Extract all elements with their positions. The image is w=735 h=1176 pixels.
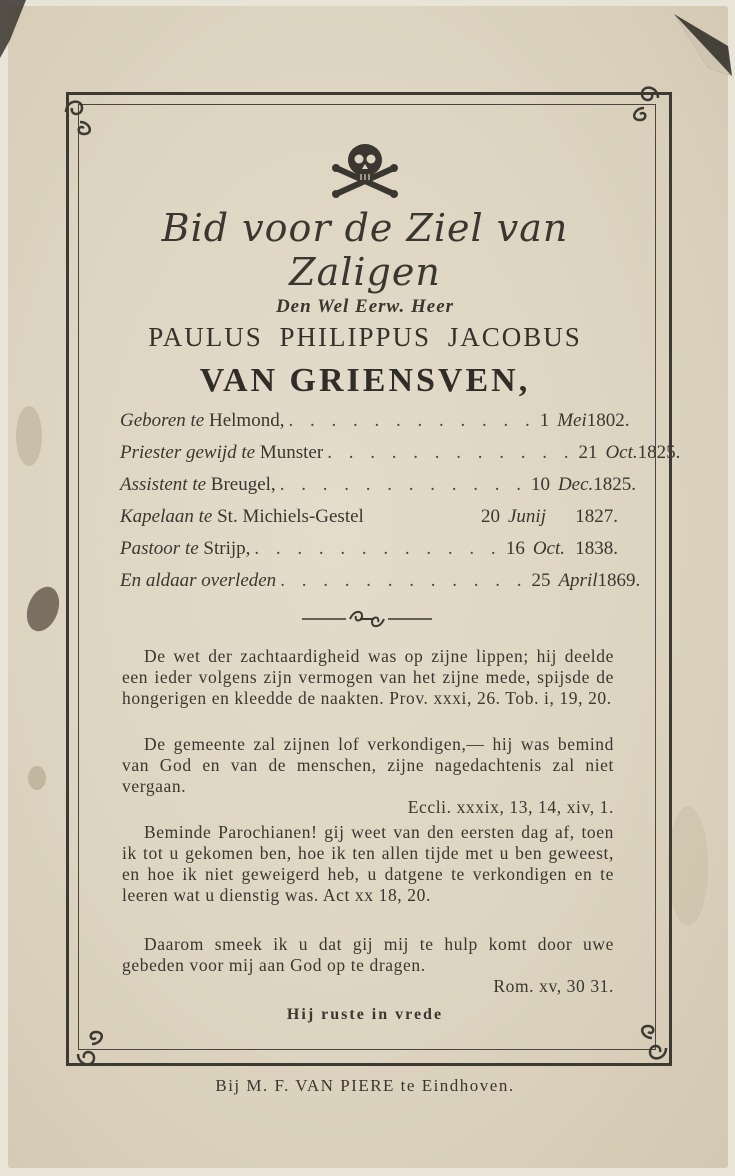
career-month: Junij bbox=[508, 506, 546, 527]
career-place: Breugel, bbox=[210, 474, 276, 495]
leader-dots: . . . . . . . . . . . . bbox=[288, 410, 536, 431]
career-row bbox=[120, 570, 641, 602]
career-role: Assistent bbox=[120, 474, 188, 495]
scripture-paragraph bbox=[122, 822, 614, 906]
career-role: Geboren bbox=[120, 410, 186, 431]
paragraph-text: De gemeente zal zijnen lof verkondigen,— hij was bemind van God en van de menschen, zijne nagedachtenis zal niet vergaan. bbox=[122, 734, 614, 796]
given-names: PAULUS PHILIPPUS JACOBUS bbox=[148, 322, 582, 352]
leader-dots: . . . . . . . . . . . . bbox=[280, 570, 528, 591]
corner-flourish-icon bbox=[620, 78, 664, 122]
career-month: Oct. bbox=[532, 538, 565, 559]
career-month: April bbox=[558, 570, 598, 591]
career-year: 1802. bbox=[586, 410, 630, 431]
career-role: Priester gewijd bbox=[120, 442, 237, 463]
corner-fold-topleft bbox=[0, 0, 40, 60]
career-row bbox=[120, 474, 637, 506]
corner-fold bbox=[668, 6, 734, 76]
corner-flourish-icon bbox=[628, 1024, 672, 1068]
corner-flourish-icon bbox=[60, 92, 104, 136]
prayer-heading: Bid voor de Ziel van Zaligen bbox=[161, 206, 569, 294]
career-prep: te bbox=[241, 442, 256, 463]
career-month: Mei bbox=[557, 410, 587, 431]
scripture-paragraph bbox=[122, 934, 614, 997]
career-place: Helmond, bbox=[209, 410, 285, 431]
printer-imprint: Bij M. F. VAN PIERE te Eindhoven. bbox=[215, 1076, 515, 1095]
career-role: Pastoor bbox=[120, 538, 181, 559]
career-row bbox=[120, 538, 618, 570]
career-row bbox=[120, 506, 618, 538]
paragraph-text: Daarom smeek ik u dat gij mij te hulp komt door uwe gebeden voor mij aan God op te dragen. bbox=[122, 934, 614, 975]
foxing-stain bbox=[668, 806, 708, 926]
career-year: 1825. bbox=[637, 442, 681, 463]
closing-line: Hij ruste in vrede bbox=[286, 1006, 444, 1023]
career-row bbox=[120, 442, 681, 474]
career-place: St. Michiels-Gestel bbox=[217, 506, 364, 527]
career-day: 1 bbox=[539, 410, 550, 431]
leader-dots: . . . . . . . . . . . . bbox=[254, 538, 502, 559]
career-day: 20 bbox=[481, 506, 500, 527]
leader-dots: . . . . . . . . . . . . bbox=[279, 474, 527, 495]
skull-crossbones-icon bbox=[330, 138, 400, 202]
foxing-stain bbox=[28, 766, 46, 790]
scripture-paragraph bbox=[122, 646, 614, 709]
paragraph-text: De wet der zachtaardigheid was op zijne lippen; hij deelde een ieder volgens zijn vermogen van het zijne mede, spijsde de hongerigen en kleedde de naakten. Prov. xxxi, 26. Tob. i, 19, 20. bbox=[122, 646, 614, 708]
career-month: Oct. bbox=[605, 442, 638, 463]
career-row bbox=[120, 410, 630, 442]
career-list bbox=[120, 410, 681, 602]
paragraph-text: Beminde Parochianen! gij weet van den eersten dag af, toen ik tot u gekomen ben, hoe ik ten allen tijde met u ben geweest, en hoe ik niet geweigerd heb, u datgene te verkondigen en te leeren wat u dienstig was. Act xx 18, 20. bbox=[122, 822, 614, 905]
career-year: 1869. bbox=[597, 570, 641, 591]
foxing-stain bbox=[16, 406, 42, 466]
foxing-stain bbox=[21, 582, 65, 635]
career-place: Munster bbox=[259, 442, 324, 463]
scripture-paragraph bbox=[122, 734, 614, 818]
career-day: 25 bbox=[531, 570, 551, 591]
career-role: En aldaar overleden bbox=[120, 570, 277, 591]
career-month: Dec. bbox=[557, 474, 594, 495]
corner-flourish-icon bbox=[72, 1030, 116, 1074]
career-prep: te bbox=[190, 410, 205, 431]
leader-dots: . . . . . . . . . . . . bbox=[327, 442, 575, 463]
career-place: Strijp, bbox=[203, 538, 251, 559]
surname: VAN GRIENSVEN, bbox=[199, 362, 531, 399]
scripture-reference: Rom. xv, 30 31. bbox=[493, 976, 614, 996]
divider-ornament bbox=[300, 606, 434, 632]
career-prep: te bbox=[198, 506, 213, 527]
career-year: 1825. bbox=[593, 474, 637, 495]
career-role: Kapelaan bbox=[120, 506, 194, 527]
scripture-reference: Eccli. xxxix, 13, 14, xiv, 1. bbox=[407, 797, 614, 817]
career-day: 10 bbox=[530, 474, 550, 495]
career-day: 16 bbox=[505, 538, 525, 559]
career-prep: te bbox=[192, 474, 207, 495]
career-year: 1827. bbox=[575, 506, 618, 527]
honorific: Den Wel Eerw. Heer bbox=[275, 296, 455, 317]
career-prep: te bbox=[184, 538, 199, 559]
career-year: 1838. bbox=[575, 538, 618, 559]
career-day: 21 bbox=[578, 442, 598, 463]
